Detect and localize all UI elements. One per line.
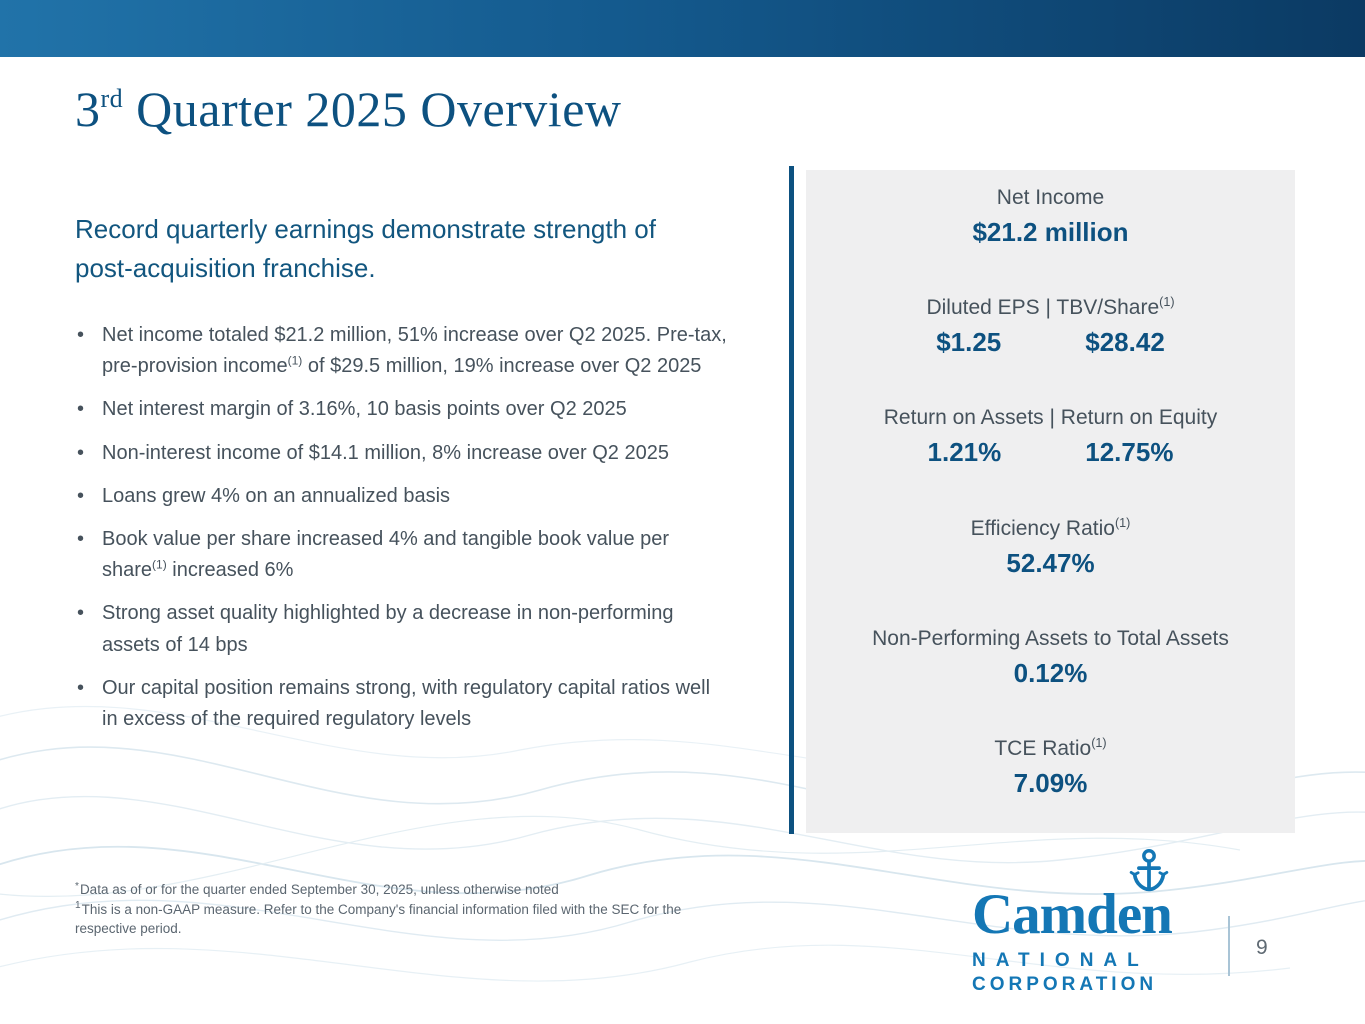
bullet-item: • Net income totaled $21.2 million, 51% increase over Q2 2025. Pre-tax, pre-provision income$^{(1)}$ of $29.5 million, 19% increase over Q2 2025 (75, 320, 730, 382)
metric-value: 7.09% (1013, 767, 1088, 798)
metric (814, 406, 1287, 468)
metric (814, 737, 1287, 799)
metric (814, 517, 1287, 579)
page-title (75, 80, 622, 138)
metric-label: Efficiency Ratio$^{(1)}$ (970, 515, 1131, 540)
title-number: 3 (75, 81, 101, 137)
anchor-icon (1128, 848, 1170, 894)
metric-label: Non-Performing Assets to Total Assets (872, 626, 1229, 650)
metric-label: Net Income (996, 186, 1105, 209)
page-number-divider (1228, 916, 1230, 976)
company-logo (972, 848, 1192, 996)
metric-value: 12.75% (1085, 437, 1174, 468)
metrics-panel (806, 170, 1295, 833)
metric-value: 52.47% (1006, 547, 1095, 578)
bullet-item: • Net interest margin of 3.16%, 10 basis points over Q2 2025 (75, 394, 730, 425)
footnote: *Data as of or for the quarter ended September 30, 2025, unless otherwise noted (75, 880, 559, 897)
footnote: $^1$This is a non-GAAP measure. Refer to the Company's financial information filed with the SEC for the respective period. (75, 900, 682, 937)
title-rest: Quarter 2025 Overview (123, 81, 622, 137)
panel-accent-line (789, 166, 794, 834)
metric-value: $21.2 million (972, 217, 1129, 247)
bullet-item: • Book value per share increased 4% and tangible book value per share$^{(1)}$ increased 6% (75, 524, 730, 586)
logo-wordmark: Camden (972, 883, 1172, 946)
metric-label: TCE Ratio$^{(1)}$ (994, 735, 1107, 760)
metric-value: $1.25 (936, 327, 1002, 358)
metric-label: Return on Assets | Return on Equity (883, 406, 1218, 430)
title-ordinal: rd (100, 84, 124, 114)
metric-value: 0.12% (1013, 657, 1088, 688)
intro-statement: Record quarterly earnings demonstrate strength of post-acquisition franchise. (75, 214, 656, 283)
footnotes (75, 880, 715, 939)
bullet-item: • Our capital position remains strong, with regulatory capital ratios well in excess of the required regulatory levels (75, 673, 730, 735)
page-number: 9 (1256, 936, 1268, 959)
bullet-item: • Strong asset quality highlighted by a decrease in non-performing assets of 14 bps (75, 598, 730, 660)
logo-corporation: CORPORATION (972, 974, 1158, 995)
metric (814, 296, 1287, 358)
metric-label: Diluted EPS | TBV/Share$^{(1)}$ (926, 295, 1175, 320)
bullet-item: • Non-interest income of $14.1 million, 8% increase over Q2 2025 (75, 438, 730, 469)
bullet-list (75, 320, 730, 747)
metric (814, 627, 1287, 689)
bullet-item: • Loans grew 4% on an annualized basis (75, 481, 730, 512)
logo-national: NATIONAL (972, 950, 1149, 971)
metric (814, 186, 1287, 248)
metric-value: $28.42 (1085, 327, 1165, 358)
metric-value: 1.21% (927, 437, 1002, 468)
